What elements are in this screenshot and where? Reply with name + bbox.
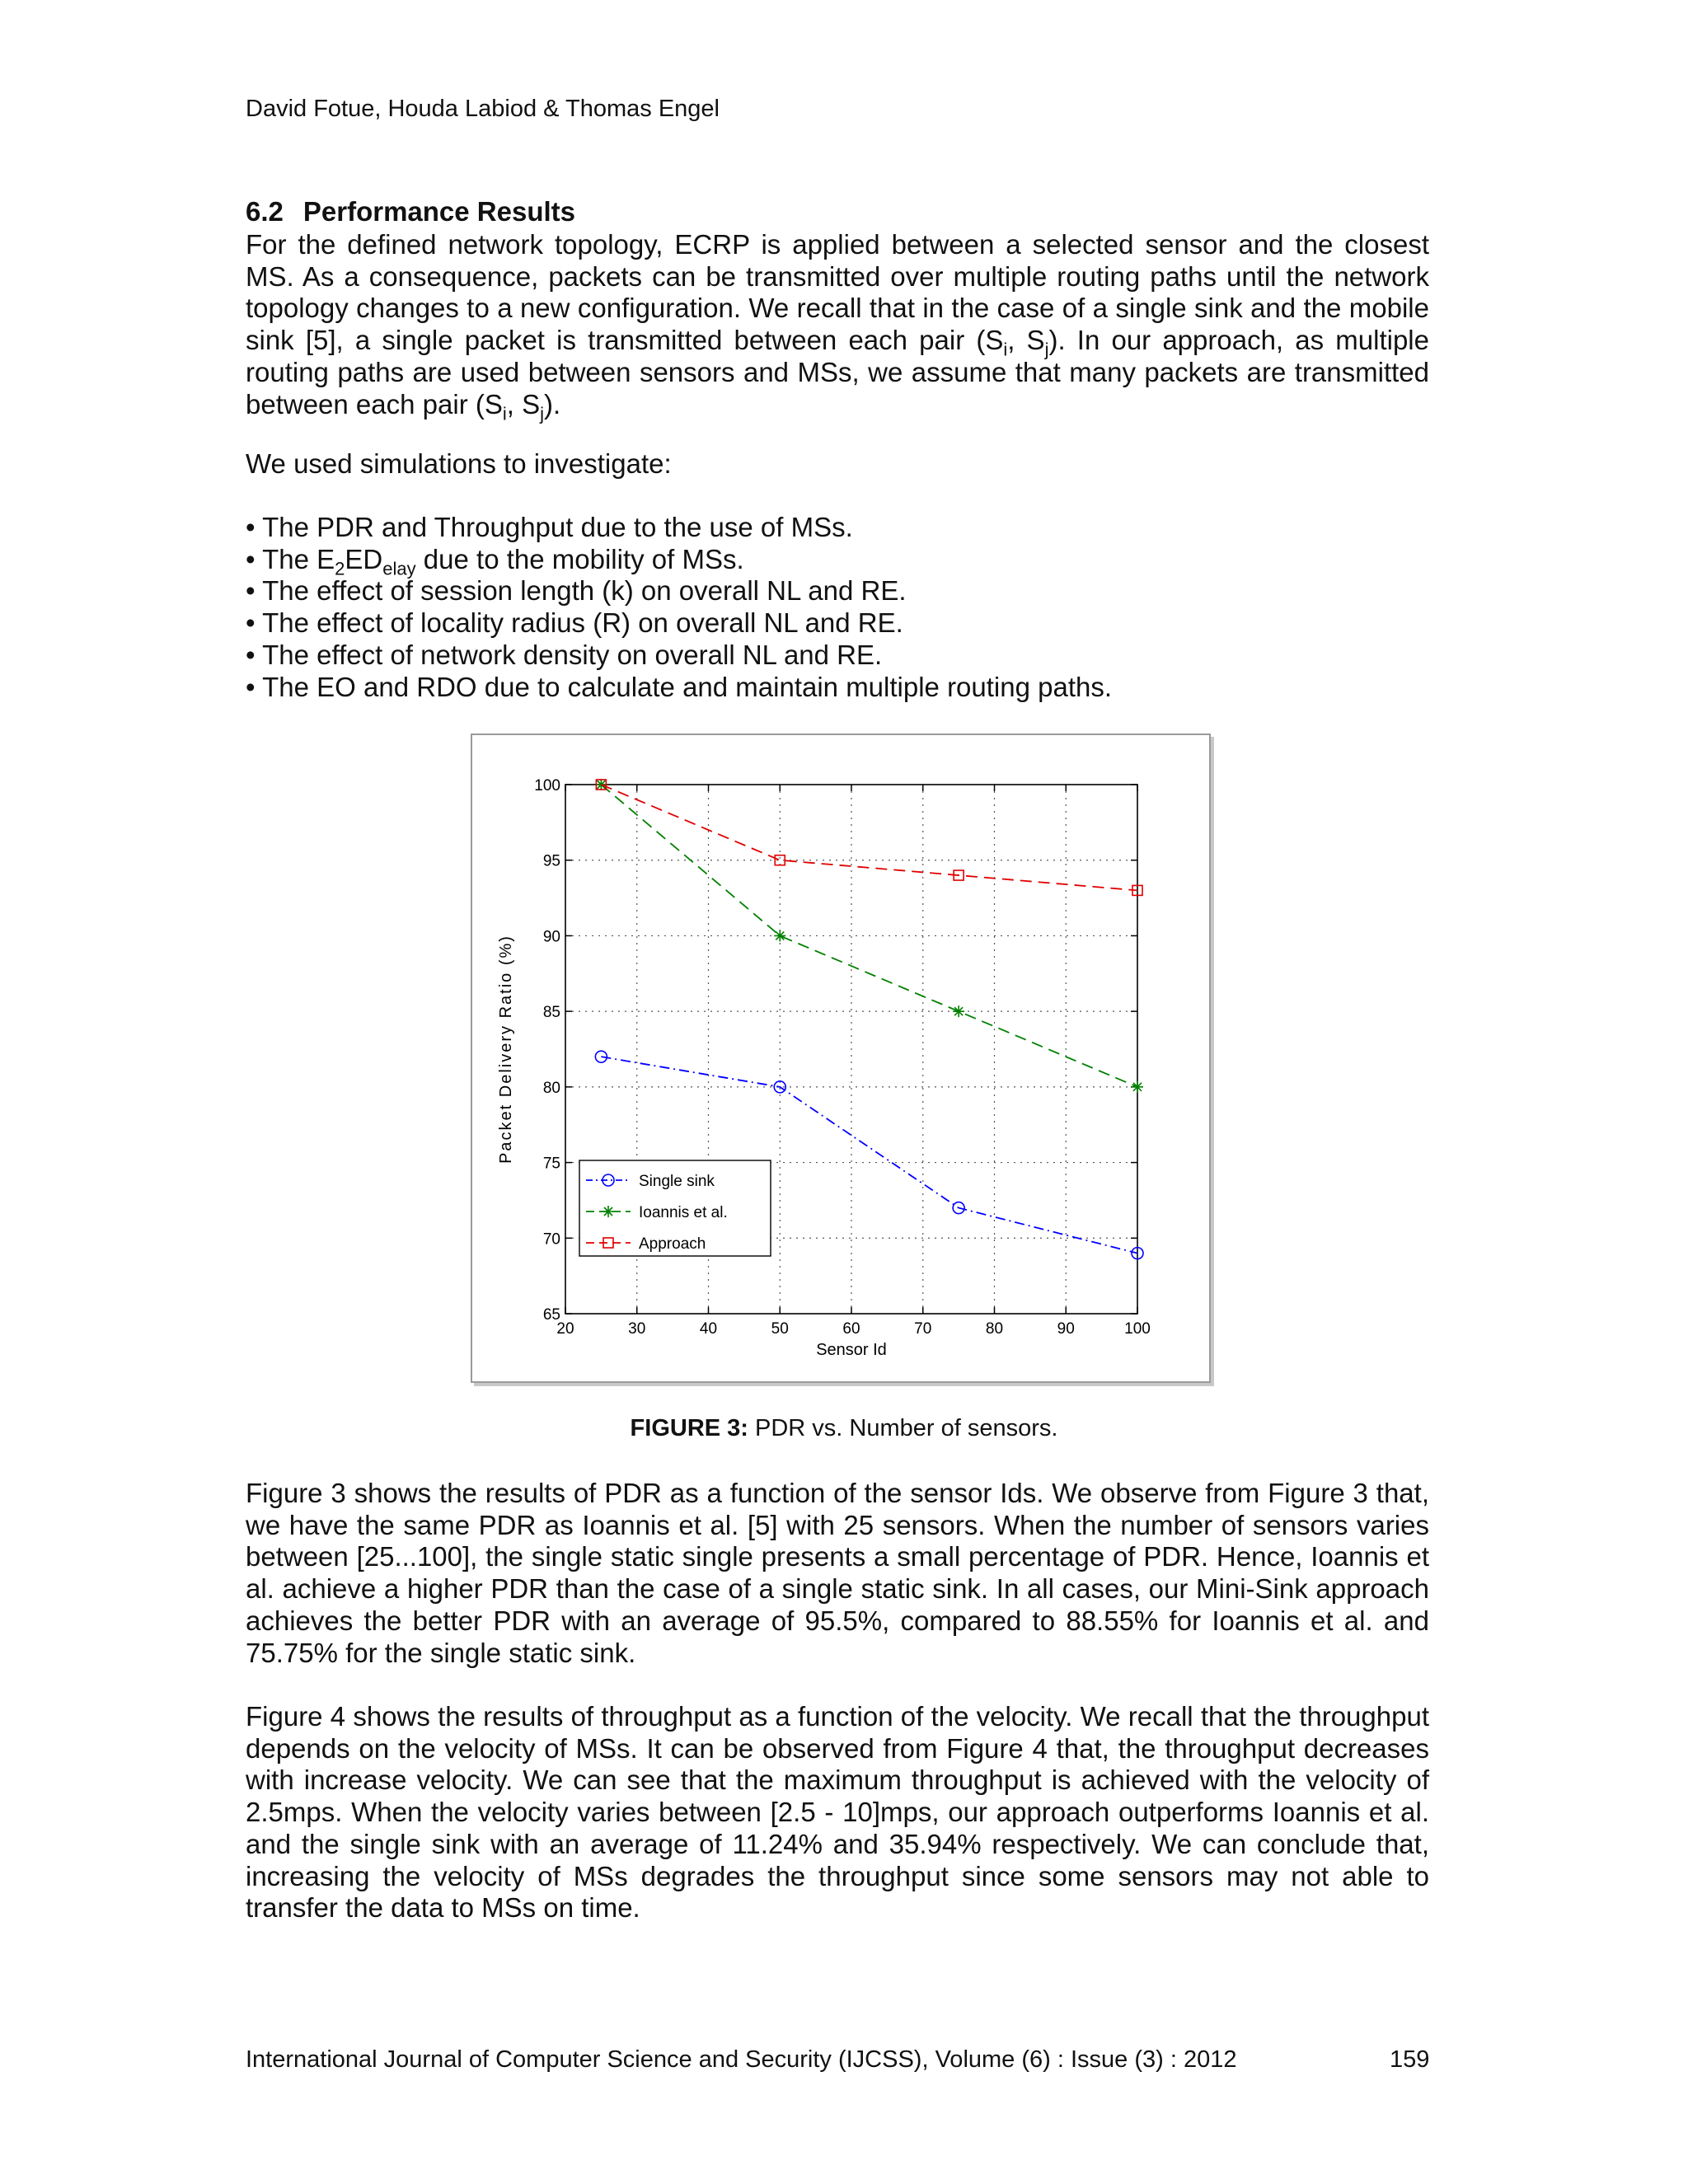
y-axis-label: Packet Delivery Ratio (%) <box>497 935 515 1164</box>
x-tick-label: 90 <box>1057 1320 1075 1338</box>
y-tick-label: 80 <box>542 1079 560 1097</box>
paragraph-simulations-intro: We used simulations to investigate: <box>246 448 672 479</box>
x-tick-label: 40 <box>699 1320 718 1338</box>
x-tick-label: 30 <box>628 1320 646 1338</box>
x-axis-label: Sensor Id <box>816 1341 887 1359</box>
figure-3 <box>471 733 1211 1383</box>
running-header: David Fotue, Houda Labiod & Thomas Engel <box>246 96 720 122</box>
investigation-bullet-list <box>246 512 1112 703</box>
x-tick-label: 20 <box>556 1320 574 1338</box>
paragraph-figure3-discussion: Figure 3 shows the results of PDR as a function of the sensor Ids. We observe from Figure 3 that, we have the same PDR as Ioannis et al. [5] with 25 sensors. When the number of sensors varies between [25...100], the single static single presents a small percentage of PDR. Hence, Ioannis et al. achieve a higher PDR than the case of a single static sink. In all cases, our Mini-Sink approach achieves the better PDR with an average of 95.5%, compared to 88.55% for Ioannis et al. and 75.75% for the single static sink. <box>246 1478 1429 1668</box>
caption-text: PDR vs. Number of sensors. <box>748 1415 1058 1441</box>
bullet-item: • The effect of locality radius (R) on overall NL and RE. <box>246 607 903 639</box>
x-tick-label: 80 <box>985 1320 1004 1338</box>
y-tick-label: 90 <box>542 928 560 946</box>
journal-footer: International Journal of Computer Science and Security (IJCSS), Volume (6) : Issue (3) : 2012 <box>246 2046 1237 2073</box>
data-point-ioannis-et-al <box>774 930 785 941</box>
section-heading <box>246 196 575 227</box>
page-number: 159 <box>1390 2046 1430 2073</box>
legend-marker-ioannis-et-al <box>603 1206 614 1217</box>
bullet-item: • The EO and RDO due to calculate and maintain multiple routing paths. <box>246 671 1113 702</box>
legend-label: Ioannis et al. <box>639 1204 728 1221</box>
data-point-ioannis-et-al <box>1132 1081 1143 1093</box>
pdr-chart <box>472 735 1209 1381</box>
x-tick-label: 60 <box>842 1320 860 1338</box>
paragraph-figure4-discussion: Figure 4 shows the results of throughput as a function of the velocity. We recall that the throughput depends on the velocity of MSs. It can be observed from Figure 4 that, the throughput decreases with increase velocity. We can see that the maximum throughput is achieved with the velocity of 2.5mps. When the velocity varies between [2.5 - 10]mps, our approach outperforms Ioannis et al. and the single sink with an average of 11.24% and 35.94% respectively. We can conclude that, increasing the velocity of MSs degrades the throughput since some sensors may not able to transfer the data to MSs on time. <box>246 1701 1429 1924</box>
section-title-text: Performance Results <box>302 196 576 227</box>
section-number: 6.2 <box>246 196 284 227</box>
x-tick-label: 70 <box>914 1320 932 1338</box>
bullet-item: • The $E_2ED_{elay}$ due to the mobility of MSs. <box>246 543 744 579</box>
y-tick-label: 65 <box>542 1306 560 1324</box>
figure-caption <box>0 1415 1688 1442</box>
data-point-ioannis-et-al <box>953 1005 964 1017</box>
x-tick-label: 100 <box>1124 1320 1151 1338</box>
series-line-approach <box>601 785 1137 890</box>
legend-label: Single sink <box>639 1173 715 1190</box>
legend-label: Approach <box>639 1235 706 1253</box>
y-tick-label: 75 <box>542 1155 560 1173</box>
y-tick-label: 95 <box>542 852 560 870</box>
paragraph-topology: For the defined network topology, ECRP is applied between a selected sensor and the closest MS. As a consequence, packets can be transmitted over multiple routing paths until the network topology changes to a new configuration. We recall that in the case of a single sink and the mobile sink [5], a single packet is transmitted between each pair ($S_i$, $S_j$). In our approach, as multiple routing paths are used between sensors and MSs, we assume that many packets are transmitted between each pair ($S_i$, $S_j$). <box>246 229 1429 424</box>
bullet-item: • The effect of network density on overall NL and RE. <box>246 639 883 670</box>
y-tick-label: 100 <box>534 777 560 794</box>
x-tick-label: 50 <box>771 1320 789 1338</box>
y-tick-label: 70 <box>542 1230 560 1249</box>
bullet-item: • The effect of session length (k) on overall NL and RE. <box>246 575 907 607</box>
caption-label: FIGURE 3: <box>630 1415 748 1441</box>
bullet-item: • The PDR and Throughput due to the use of MSs. <box>246 512 853 542</box>
y-tick-label: 85 <box>542 1004 560 1022</box>
